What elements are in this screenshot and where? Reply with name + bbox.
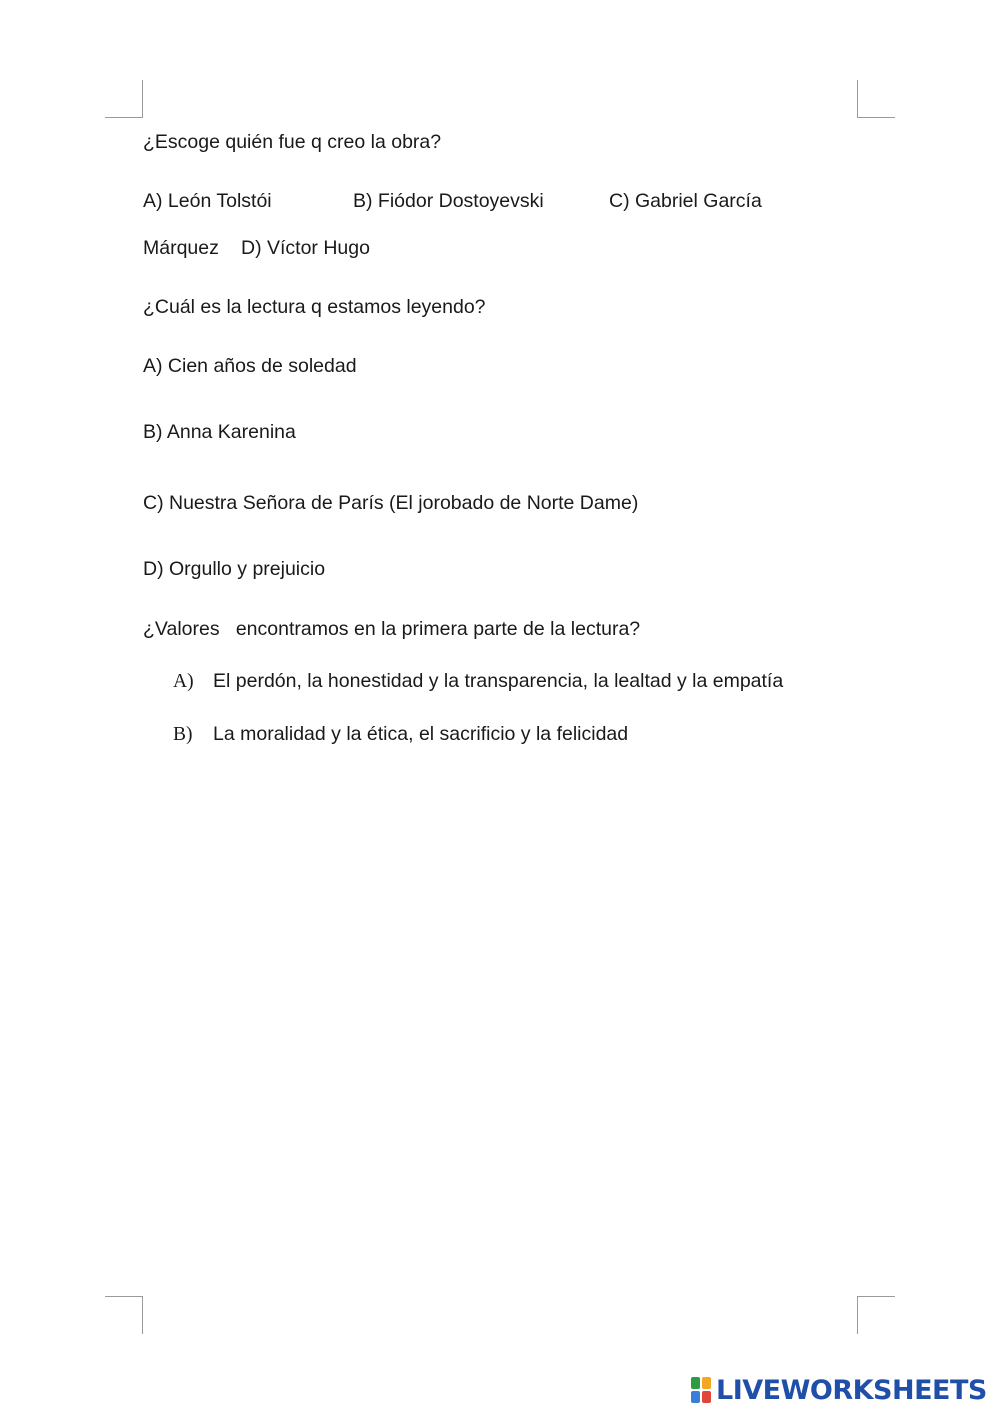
crop-mark-bottom-left xyxy=(105,1296,143,1334)
question-2-option-a: A) Cien años de soledad xyxy=(143,355,357,377)
crop-mark-bottom-right xyxy=(857,1296,895,1334)
question-3-option-a xyxy=(173,669,783,694)
question-3-option-b-text: La moralidad y la ética, el sacrificio y la felicidad xyxy=(213,723,629,745)
question-2-option-d: D) Orgullo y prejuicio xyxy=(143,558,326,580)
question-3-text: ¿Valores encontramos en la primera parte de la lectura? xyxy=(143,618,641,640)
question-2-text: ¿Cuál es la lectura q estamos leyendo? xyxy=(143,296,486,318)
liveworksheets-logo[interactable] xyxy=(691,1374,987,1406)
crop-mark-top-right xyxy=(857,80,895,118)
question-2-option-b: B) Anna Karenina xyxy=(143,421,296,443)
question-1-options-row xyxy=(143,189,823,213)
question-2-option-c: C) Nuestra Señora de París (El jorobado de Norte Dame) xyxy=(143,492,639,514)
question-3-option-a-text: El perdón, la honestidad y la transparencia, la lealtad y la empatía xyxy=(213,670,784,692)
question-1-option-b: B) Fiódor Dostoyevski xyxy=(353,190,544,212)
question-1-option-d: D) Víctor Hugo xyxy=(241,237,370,259)
question-1-options-row-2 xyxy=(143,236,543,260)
liveworksheets-logo-icon xyxy=(691,1377,713,1403)
question-1-option-c: C) Gabriel García xyxy=(609,190,762,212)
question-1-option-c-continued: Márquez xyxy=(143,237,219,259)
question-3-option-b xyxy=(173,722,628,747)
logo-text: LIVEWORKSHEETS xyxy=(716,1374,987,1406)
question-1-text: ¿Escoge quién fue q creo la obra? xyxy=(143,131,442,153)
question-1-option-a: A) León Tolstói xyxy=(143,190,272,212)
question-3-option-b-letter: B) xyxy=(173,724,193,745)
question-3-option-a-letter: A) xyxy=(173,671,194,692)
crop-mark-top-left xyxy=(105,80,143,118)
